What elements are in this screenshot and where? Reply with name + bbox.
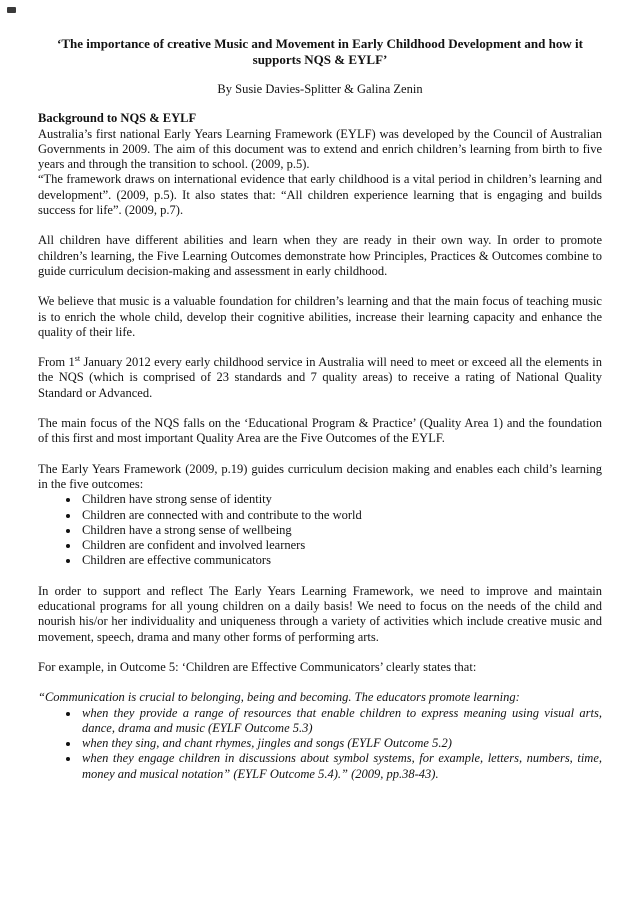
quote-communication-intro: “Communication is crucial to belonging, being and becoming. The educators promote learning: xyxy=(38,690,520,705)
paragraph-abilities: All children have different abilities and learn when they are ready in their own way. In order to promote children’s learning, the Five Learning Outcomes demonstrate how Principles, Practices & Outcomes combine to guide curriculum decision-making and assessment in early childhood. xyxy=(38,233,602,278)
paragraph-background-1: Australia’s first national Early Years Learning Framework (EYLF) was developed by the Council of Australian Governments in 2009. The aim of this document was to extend and enrich children’s learning from birth to five years and through the transition to school. (2009, p.5). xyxy=(38,126,602,172)
paragraph-eylf-outcomes-intro: The Early Years Framework (2009, p.19) guides curriculum decision making and enables each child’s learning in the five outcomes: xyxy=(38,461,602,491)
paragraph-music-belief: We believe that music is a valuable foundation for children’s learning and that the main focus of teaching music is to enrich the whole child, develop their cognitive abilities, increase their learning capacity and enhance the quality of their life. xyxy=(38,294,602,339)
quote-bullet-sing: • when they sing, and chant rhymes, jingles and songs (EYLF Outcome 5.2) xyxy=(80,736,602,751)
paragraph-framework-quote: “The framework draws on international evidence that early childhood is a vital period in children’s learning and development”. (2009, p.5). It also states that: “All children experience learning that is engaging and builds success for life”. (2009, p.7). xyxy=(38,172,602,218)
outcome-item-wellbeing: • Children have a strong sense of wellbeing xyxy=(80,523,602,538)
outcome-item-identity: • Children have strong sense of identity xyxy=(80,492,602,507)
section-heading: Background to NQS & EYLF xyxy=(38,111,197,126)
quote-bullet-resources: • when they provide a range of resources that enable children to express meaning using visual arts, dance, drama and music (EYLF Outcome 5.3) xyxy=(80,706,602,737)
outcome-item-communicators: • Children are effective communicators xyxy=(80,553,602,568)
scan-artifact xyxy=(7,7,16,13)
quote-bullets-list xyxy=(38,706,602,782)
outcomes-list xyxy=(38,492,602,568)
paragraph-nqs-2012-pre: From 1 xyxy=(38,355,75,370)
byline: By Susie Davies-Splitter & Galina Zenin xyxy=(217,82,423,96)
paragraph-outcome5-intro: For example, in Outcome 5: ‘Children are Effective Communicators’ clearly states that: xyxy=(38,659,477,674)
paragraph-support-framework: In order to support and reflect The Early Years Learning Framework, we need to improve and maintain educational programs for all young children on a daily basis! We need to focus on the needs of the child and nourish his/or her individuality and uniqueness through a variety of activities which include creative music and movement, speech, drama and many other forms of performing arts. xyxy=(38,583,602,644)
paragraph-nqs-2012 xyxy=(38,355,602,401)
quote-bullet-symbols: • when they engage children in discussions about symbol systems, for example, letters, numbers, time, money and musical notation” (EYLF Outcome 5.4).” (2009, pp.38-43). xyxy=(80,751,602,782)
document-title: ‘The importance of creative Music and Movement in Early Childhood Development and how it supports NQS & EYLF’ xyxy=(57,36,583,67)
paragraph-nqs-focus: The main focus of the NQS falls on the ‘Educational Program & Practice’ (Quality Area 1) and the foundation of this first and most important Quality Area are the Five Outcomes of the EYLF. xyxy=(38,416,602,446)
outcome-item-connected: • Children are connected with and contribute to the world xyxy=(80,508,602,523)
ordinal-superscript: st xyxy=(74,354,81,363)
paragraph-nqs-2012-post: January 2012 every early childhood service in Australia will need to meet or exceed all the elements in the NQS (which is comprised of 23 standards and 7 quality areas) to receive a rating of National Quality Standard or Advanced. xyxy=(38,355,602,400)
outcome-item-learners: • Children are confident and involved learners xyxy=(80,538,602,553)
